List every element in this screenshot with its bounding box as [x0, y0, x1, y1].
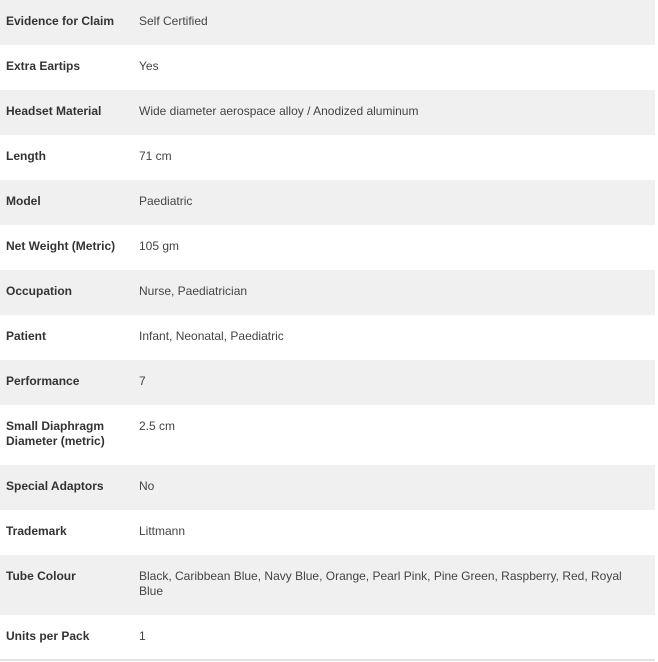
spec-value: 71 cm [139, 149, 172, 163]
spec-label: Tube Colour [6, 569, 76, 583]
spec-label: Trademark [6, 524, 67, 538]
spec-value: Infant, Neonatal, Paediatric [139, 329, 284, 343]
spec-label: Special Adaptors [6, 479, 104, 493]
spec-row-length [0, 135, 655, 180]
spec-row-occupation [0, 270, 655, 315]
spec-value: 2.5 cm [139, 419, 176, 433]
spec-label: Occupation [6, 284, 73, 298]
spec-value: Paediatric [139, 194, 193, 208]
spec-row-units-per-pack [0, 615, 655, 660]
spec-value: Black, Caribbean Blue, Navy Blue, Orange, Pearl Pink, Pine Green, Raspberry, Red, Royal Blue [139, 569, 622, 598]
spec-label: Units per Pack [6, 629, 90, 643]
spec-row-small-diaphragm-diameter [0, 405, 655, 465]
spec-row-extra-eartips [0, 45, 655, 90]
spec-row-patient [0, 315, 655, 360]
spec-label: Performance [6, 374, 80, 388]
spec-label: Patient [6, 329, 47, 343]
spec-row-special-adaptors [0, 465, 655, 510]
spec-value: Self Certified [139, 14, 208, 28]
spec-label: Headset Material [6, 104, 102, 118]
spec-label: Model [6, 194, 41, 208]
spec-value: 105 gm [139, 239, 180, 253]
spec-label: Net Weight (Metric) [6, 239, 116, 253]
spec-row-performance [0, 360, 655, 405]
spec-label: Length [6, 149, 46, 163]
spec-value: 1 [139, 629, 146, 643]
spec-value: 7 [139, 374, 146, 388]
spec-value: Nurse, Paediatrician [139, 284, 248, 298]
spec-row-net-weight [0, 225, 655, 270]
spec-value: Yes [139, 59, 159, 73]
spec-row-trademark [0, 510, 655, 555]
spec-value: Littmann [139, 524, 186, 538]
spec-label: Small Diaphragm Diameter (metric) [6, 419, 105, 448]
spec-label: Extra Eartips [6, 59, 81, 73]
spec-row-headset-material [0, 90, 655, 135]
spec-row-tube-colour [0, 555, 655, 615]
spec-row-evidence-for-claim [0, 0, 655, 45]
spec-value: Wide diameter aerospace alloy / Anodized aluminum [139, 104, 419, 118]
spec-label: Evidence for Claim [6, 14, 115, 28]
spec-value: No [139, 479, 155, 493]
spec-row-model [0, 180, 655, 225]
